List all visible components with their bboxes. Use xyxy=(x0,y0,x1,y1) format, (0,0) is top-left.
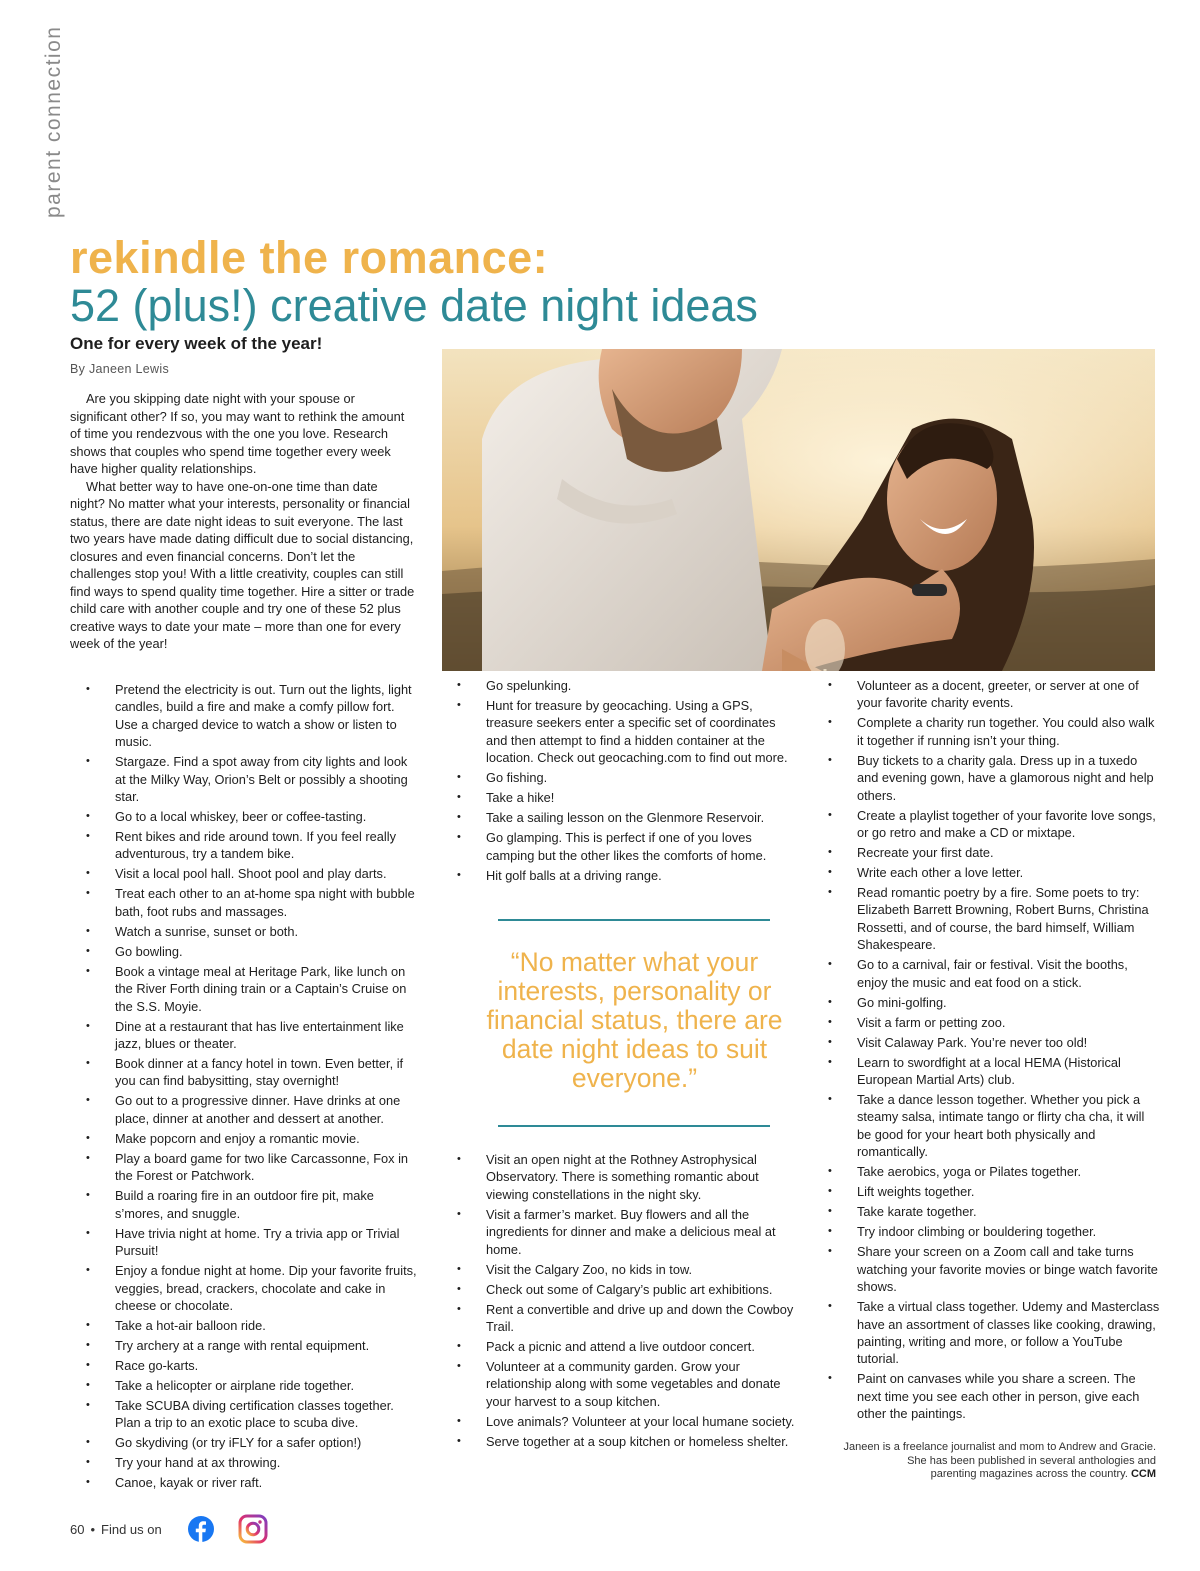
list-item: • Visit a farm or petting zoo. xyxy=(828,1014,1160,1031)
ideas-list-column-3 xyxy=(828,677,1160,1425)
list-item: • Rent a convertible and drive up and down the Cowboy Trail. xyxy=(457,1301,795,1336)
bio-line: parenting magazines across the country. xyxy=(930,1468,1128,1480)
list-item: • Go spelunking. xyxy=(457,677,795,694)
footer-separator: • xyxy=(90,1521,96,1537)
list-item: • Create a playlist together of your favorite love songs, or go retro and make a CD or mixtape. xyxy=(828,807,1160,842)
list-item: • Try your hand at ax throwing. xyxy=(86,1454,418,1471)
list-item: • Enjoy a fondue night at home. Dip your favorite fruits, veggies, bread, crackers, chocolate and cake in cheese or chocolate. xyxy=(86,1262,418,1314)
list-item: • Go skydiving (or try iFLY for a safer option!) xyxy=(86,1434,418,1451)
list-item: • Go to a carnival, fair or festival. Visit the booths, enjoy the music and eat food on a stick. xyxy=(828,956,1160,991)
list-item: • Canoe, kayak or river raft. xyxy=(86,1474,418,1491)
list-item: • Go to a local whiskey, beer or coffee-tasting. xyxy=(86,808,418,825)
bio-line: Janeen is a freelance journalist and mom to Andrew and Gracie. xyxy=(843,1441,1156,1453)
list-item: • Take karate together. xyxy=(828,1203,1160,1220)
list-item: • Build a roaring fire in an outdoor fire pit, make s’mores, and snuggle. xyxy=(86,1187,418,1222)
publication-mark: CCM xyxy=(1130,1468,1156,1480)
list-item: • Take a hot-air balloon ride. xyxy=(86,1317,418,1334)
list-item: • Take SCUBA diving certification classes together. Plan a trip to an exotic place to scuba dive. xyxy=(86,1397,418,1432)
list-item: • Take a virtual class together. Udemy and Masterclass have an assortment of classes like cooking, drawing, painting, writing and more, or follow a YouTube tutorial. xyxy=(828,1298,1160,1368)
list-item: • Take a dance lesson together. Whether you pick a steamy salsa, intimate tango or flirty cha cha, it will be good for your heart both physically and romantically. xyxy=(828,1091,1160,1161)
article-title-line2: 52 (plus!) creative date night ideas xyxy=(70,280,758,331)
bio-line: She has been published in several anthologies and xyxy=(907,1454,1156,1467)
list-item: • Visit an open night at the Rothney Astrophysical Observatory. There is something romantic about viewing constellations in the night sky. xyxy=(457,1151,795,1203)
list-item: • Pretend the electricity is out. Turn out the lights, light candles, build a fire and make a comfy pillow fort. Use a charged device to watch a show or listen to music. xyxy=(86,681,418,751)
article-subtitle: One for every week of the year! xyxy=(70,334,323,353)
pullquote-rule-bottom xyxy=(498,1125,770,1127)
list-item: • Visit Calaway Park. You’re never too old! xyxy=(828,1034,1160,1051)
section-label-text: parent connection xyxy=(42,25,65,218)
ideas-list-column-2-bottom xyxy=(457,1151,795,1453)
list-item: • Stargaze. Find a spot away from city lights and look at the Milky Way, Orion’s Belt or possibly a shooting star. xyxy=(86,753,418,805)
list-item: • Rent bikes and ride around town. If you feel really adventurous, try a tandem bike. xyxy=(86,828,418,863)
list-item: • Book dinner at a fancy hotel in town. Even better, if you can find babysitting, stay overnight! xyxy=(86,1055,418,1090)
list-item: • Book a vintage meal at Heritage Park, like lunch on the River Forth dining train or a Captain’s Cruise on the S.S. Moyie. xyxy=(86,963,418,1015)
list-item: • Go bowling. xyxy=(86,943,418,960)
list-item: • Lift weights together. xyxy=(828,1183,1160,1200)
list-item: • Have trivia night at home. Try a trivia app or Trivial Pursuit! xyxy=(86,1225,418,1260)
list-item: • Check out some of Calgary’s public art exhibitions. xyxy=(457,1281,795,1298)
list-item: • Volunteer as a docent, greeter, or server at one of your favorite charity events. xyxy=(828,677,1160,712)
list-item: • Love animals? Volunteer at your local humane society. xyxy=(457,1413,795,1430)
couple-photo xyxy=(442,349,1155,671)
list-item: • Buy tickets to a charity gala. Dress up in a tuxedo and evening gown, have a glamorous night and help others. xyxy=(828,752,1160,804)
list-item: • Visit a farmer’s market. Buy flowers and all the ingredients for dinner and make a delicious meal at home. xyxy=(457,1206,795,1258)
intro-paragraph: Are you skipping date night with your spouse or significant other? If so, you may want to rethink the amount of time you rendezvous with the one you love. Research shows that couples who spend time together every week have higher quality relationships. xyxy=(70,391,405,476)
list-item: • Go fishing. xyxy=(457,769,795,786)
intro-text xyxy=(70,390,415,653)
intro-paragraph: What better way to have one-on-one time than date night? No matter what your interests, personality or financial status, there are date night ideas to suit everyone. The last two years have made dating difficult due to social distancing, closures and even financial concerns. Don’t let the challenges stop you! With a little creativity, couples can still find ways to spend quality time together. Hire a sitter or trade child care with another couple and try one of these 52 plus creative ways to date your mate – more than one for every week of the year! xyxy=(70,478,415,651)
list-item: • Go out to a progressive dinner. Have drinks at one place, dinner at another and dessert at another. xyxy=(86,1092,418,1127)
list-item: • Paint on canvases while you share a screen. The next time you see each other in person, give each other the paintings. xyxy=(828,1370,1160,1422)
list-item: • Take a helicopter or airplane ride together. xyxy=(86,1377,418,1394)
ideas-list-column-2-top xyxy=(457,677,795,887)
list-item: • Hunt for treasure by geocaching. Using a GPS, treasure seekers enter a specific set of coordinates and then attempt to find a hidden container at the location. Check out geocaching.com to find out more. xyxy=(457,697,795,767)
list-item: • Share your screen on a Zoom call and take turns watching your favorite movies or binge watch favorite shows. xyxy=(828,1243,1160,1295)
list-item: • Visit a local pool hall. Shoot pool and play darts. xyxy=(86,865,418,882)
facebook-icon[interactable] xyxy=(188,1516,214,1542)
list-item: • Go glamping. This is perfect if one of you loves camping but the other likes the comforts of home. xyxy=(457,829,795,864)
page-footer xyxy=(70,1514,268,1544)
list-item: • Pack a picnic and attend a live outdoor concert. xyxy=(457,1338,795,1355)
list-item: • Go mini-golfing. xyxy=(828,994,1160,1011)
list-item: • Watch a sunrise, sunset or both. xyxy=(86,923,418,940)
pullquote: “No matter what your interests, personality or financial status, there are date night ideas to suit everyone.” xyxy=(486,947,783,1093)
list-item: • Hit golf balls at a driving range. xyxy=(457,867,795,884)
list-item: • Complete a charity run together. You could also walk it together if running isn’t your thing. xyxy=(828,714,1160,749)
list-item: • Learn to swordfight at a local HEMA (Historical European Martial Arts) club. xyxy=(828,1054,1160,1089)
page-number: 60 xyxy=(70,1521,85,1537)
author-bio xyxy=(800,1441,1156,1482)
article-title-line1: rekindle the romance: xyxy=(70,232,549,283)
list-item: • Treat each other to an at-home spa night with bubble bath, foot rubs and massages. xyxy=(86,885,418,920)
list-item: • Play a board game for two like Carcassonne, Fox in the Forest or Patchwork. xyxy=(86,1150,418,1185)
list-item: • Serve together at a soup kitchen or homeless shelter. xyxy=(457,1433,795,1450)
list-item: • Take a hike! xyxy=(457,789,795,806)
list-item: • Read romantic poetry by a fire. Some poets to try: Elizabeth Barrett Browning, Robert Burns, Christina Rossetti, and of course, the bard himself, William Shakespeare. xyxy=(828,884,1160,954)
ideas-list-column-1 xyxy=(86,681,418,1494)
list-item: • Write each other a love letter. xyxy=(828,864,1160,881)
list-item: • Take a sailing lesson on the Glenmore Reservoir. xyxy=(457,809,795,826)
list-item: • Make popcorn and enjoy a romantic movie. xyxy=(86,1130,418,1147)
section-label xyxy=(30,25,80,228)
list-item: • Try indoor climbing or bouldering together. xyxy=(828,1223,1160,1240)
pullquote-rule-top xyxy=(498,919,770,921)
byline: By Janeen Lewis xyxy=(70,362,170,376)
list-item: • Visit the Calgary Zoo, no kids in tow. xyxy=(457,1261,795,1278)
list-item: • Take aerobics, yoga or Pilates together. xyxy=(828,1163,1160,1180)
list-item: • Dine at a restaurant that has live entertainment like jazz, blues or theater. xyxy=(86,1018,418,1053)
instagram-icon[interactable] xyxy=(238,1514,268,1544)
list-item: • Try archery at a range with rental equipment. xyxy=(86,1337,418,1354)
list-item: • Volunteer at a community garden. Grow your relationship along with some vegetables and donate your harvest to a soup kitchen. xyxy=(457,1358,795,1410)
find-us-label: Find us on xyxy=(101,1521,162,1537)
list-item: • Recreate your first date. xyxy=(828,844,1160,861)
list-item: • Race go-karts. xyxy=(86,1357,418,1374)
